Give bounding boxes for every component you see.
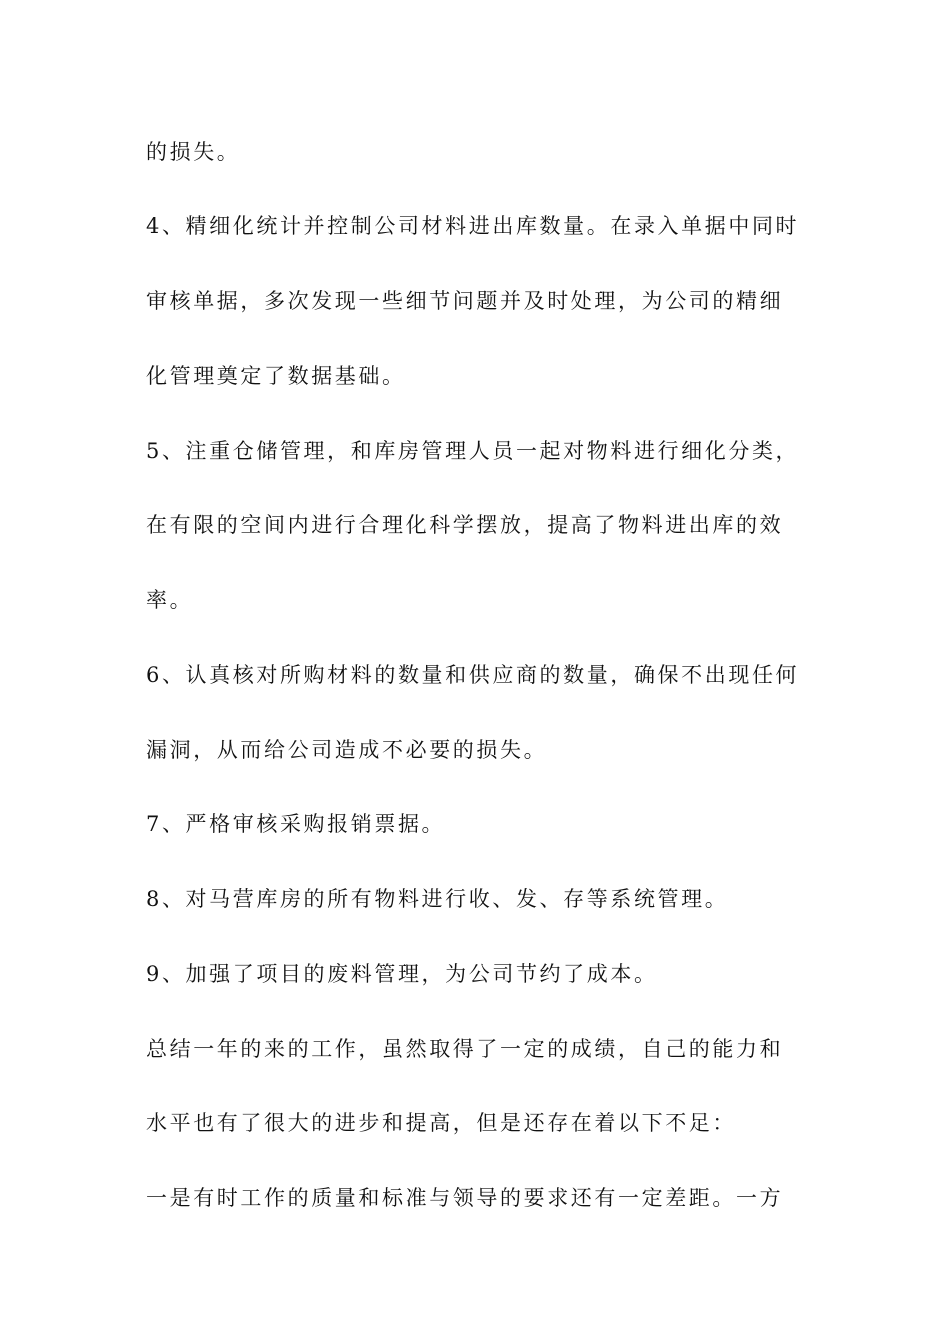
text-line: 化管理奠定了数据基础。 bbox=[146, 364, 406, 388]
text-line: 率。 bbox=[146, 588, 194, 612]
text-line: 5、注重仓储管理，和库房管理人员一起对物料进行细化分类， bbox=[146, 439, 800, 463]
text-line: 6、认真核对所购材料的数量和供应商的数量，确保不出现任何 bbox=[146, 663, 800, 687]
text-line: 一是有时工作的质量和标准与领导的要求还有一定差距。一方 bbox=[146, 1186, 784, 1210]
text-line: 审核单据，多次发现一些细节问题并及时处理，为公司的精细 bbox=[146, 289, 784, 313]
text-line: 4、精细化统计并控制公司材料进出库数量。在录入单据中同时 bbox=[146, 214, 800, 238]
text-line: 7、严格审核采购报销票据。 bbox=[146, 812, 446, 836]
text-line: 水平也有了很大的进步和提高，但是还存在着以下不足： bbox=[146, 1111, 736, 1135]
text-line: 9、加强了项目的废料管理，为公司节约了成本。 bbox=[146, 962, 658, 986]
text-line: 在有限的空间内进行合理化科学摆放，提高了物料进出库的效 bbox=[146, 513, 784, 537]
text-line: 总结一年的来的工作，虽然取得了一定的成绩，自己的能力和 bbox=[146, 1037, 784, 1061]
text-line: 漏洞，从而给公司造成不必要的损失。 bbox=[146, 738, 548, 762]
text-line: 8、对马营库房的所有物料进行收、发、存等系统管理。 bbox=[146, 887, 729, 911]
text-line: 的损失。 bbox=[146, 140, 241, 164]
